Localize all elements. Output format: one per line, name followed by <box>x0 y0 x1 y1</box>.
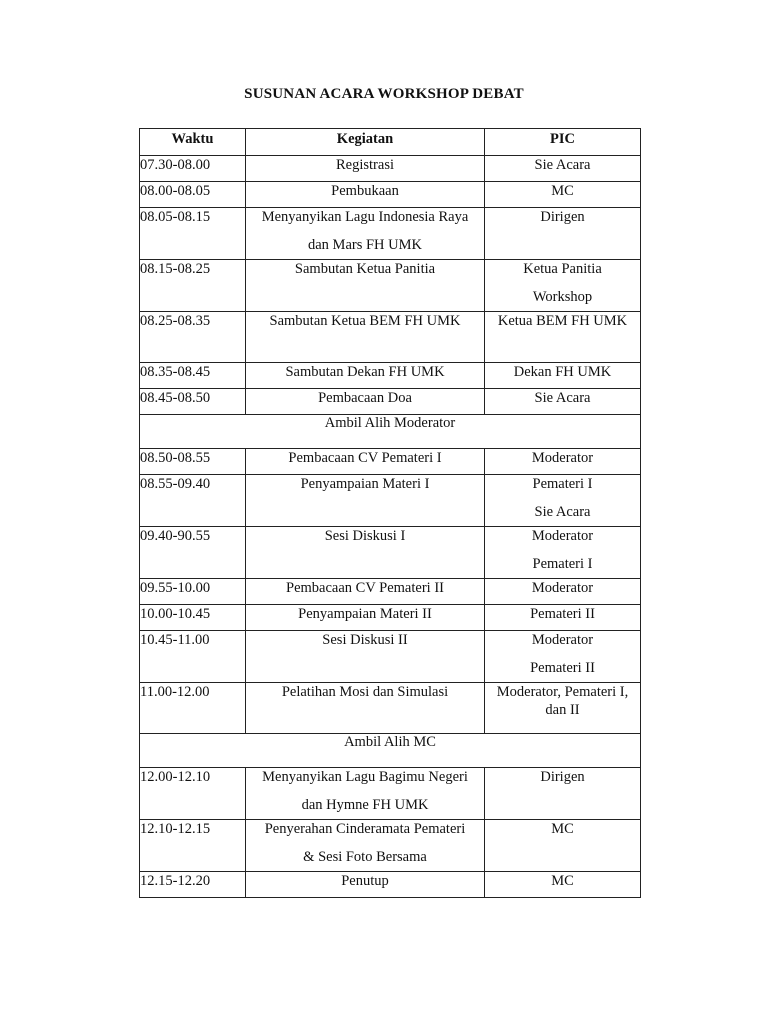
cell-time <box>140 527 246 579</box>
section-label: Ambil Alih Moderator <box>140 415 641 449</box>
schedule-body <box>140 156 641 898</box>
cell-pic <box>485 389 641 415</box>
table-row <box>140 631 641 683</box>
cell-activity-text: Pembacaan Doa <box>318 390 412 406</box>
cell-activity-text: Sesi Diskusi I <box>324 528 406 544</box>
cell-activity-text: Penyampaian Materi II <box>298 606 432 622</box>
cell-time <box>140 768 246 820</box>
cell-time-text: 08.05-08.15 <box>140 209 211 225</box>
cell-time <box>140 260 246 312</box>
cell-time <box>140 182 246 208</box>
page-title: SUSUNAN ACARA WORKSHOP DEBAT <box>244 86 524 102</box>
cell-activity-text: Penyampaian Materi I <box>300 476 430 492</box>
cell-pic-text: MC <box>551 183 574 199</box>
table-row <box>140 208 641 260</box>
cell-time <box>140 631 246 683</box>
cell-time-text: 07.30-08.00 <box>140 157 211 173</box>
schedule-table <box>139 128 641 898</box>
cell-activity-text: Penyerahan Cinderamata Pemateri & Sesi Foto Bersama <box>264 821 466 865</box>
cell-pic-text: Moderator, Pemateri I, dan II <box>496 684 629 718</box>
cell-activity-text: Menyanyikan Lagu Indonesia Raya dan Mars FH UMK <box>261 209 469 253</box>
cell-activity <box>246 475 485 527</box>
cell-activity <box>246 683 485 734</box>
cell-pic <box>485 260 641 312</box>
cell-activity <box>246 768 485 820</box>
cell-time-text: 12.00-12.10 <box>140 769 211 785</box>
table-row <box>140 475 641 527</box>
cell-time-text: 08.50-08.55 <box>140 450 211 466</box>
cell-pic <box>485 527 641 579</box>
cell-activity <box>246 631 485 683</box>
table-row <box>140 260 641 312</box>
cell-time <box>140 579 246 605</box>
cell-pic-text: Dirigen <box>540 209 585 225</box>
cell-pic <box>485 820 641 872</box>
table-row <box>140 768 641 820</box>
table-row <box>140 683 641 734</box>
cell-activity <box>246 872 485 898</box>
table-row <box>140 389 641 415</box>
section-label: Ambil Alih MC <box>140 734 641 768</box>
cell-pic-text: MC <box>551 821 574 837</box>
cell-activity-text: Pembacaan CV Pemateri II <box>286 580 444 596</box>
table-row <box>140 820 641 872</box>
cell-pic-text: Moderator <box>531 450 594 466</box>
header-activity: Kegiatan <box>246 129 485 156</box>
cell-time <box>140 156 246 182</box>
cell-time <box>140 389 246 415</box>
cell-pic-text: Pemateri II <box>530 606 595 622</box>
cell-pic-text: Ketua Panitia Workshop <box>523 261 602 305</box>
header-pic: PIC <box>485 129 641 156</box>
cell-activity <box>246 389 485 415</box>
cell-time <box>140 363 246 389</box>
cell-time <box>140 872 246 898</box>
cell-time <box>140 683 246 734</box>
cell-time-text: 08.55-09.40 <box>140 476 211 492</box>
cell-time-text: 08.25-08.35 <box>140 313 211 329</box>
cell-activity-text: Sambutan Dekan FH UMK <box>285 364 445 380</box>
cell-pic <box>485 631 641 683</box>
cell-time-text: 09.55-10.00 <box>140 580 211 596</box>
cell-time <box>140 208 246 260</box>
cell-time-text: 12.15-12.20 <box>140 873 211 889</box>
cell-pic-text: Moderator Pemateri I <box>531 528 594 572</box>
cell-pic-text: Dirigen <box>540 769 585 785</box>
cell-pic-text: Sie Acara <box>534 157 591 173</box>
cell-time-text: 09.40-90.55 <box>140 528 211 544</box>
cell-time-text: 10.45-11.00 <box>140 632 210 648</box>
cell-pic <box>485 768 641 820</box>
cell-activity <box>246 312 485 363</box>
cell-pic <box>485 475 641 527</box>
table-row <box>140 527 641 579</box>
cell-time-text: 08.45-08.50 <box>140 390 211 406</box>
cell-time <box>140 312 246 363</box>
cell-time-text: 08.35-08.45 <box>140 364 211 380</box>
cell-activity-text: Sesi Diskusi II <box>322 632 408 648</box>
cell-activity <box>246 820 485 872</box>
cell-activity-text: Menyanyikan Lagu Bagimu Negeri dan Hymne FH UMK <box>262 769 468 813</box>
cell-pic <box>485 872 641 898</box>
cell-activity-text: Pembacaan CV Pemateri I <box>288 450 442 466</box>
cell-time-text: 11.00-12.00 <box>140 684 210 700</box>
cell-activity-text: Pembukaan <box>331 183 399 199</box>
cell-pic-text: Moderator Pemateri II <box>530 632 595 676</box>
cell-time <box>140 475 246 527</box>
cell-pic-text: Moderator <box>531 580 594 596</box>
cell-pic <box>485 208 641 260</box>
cell-activity <box>246 527 485 579</box>
cell-time <box>140 449 246 475</box>
cell-pic-text: Pemateri I Sie Acara <box>532 476 593 520</box>
table-row <box>140 872 641 898</box>
cell-activity <box>246 260 485 312</box>
cell-activity-text: Registrasi <box>336 157 394 173</box>
cell-time-text: 08.15-08.25 <box>140 261 211 277</box>
cell-pic-text: Sie Acara <box>534 390 591 406</box>
table-row <box>140 312 641 363</box>
cell-activity-text: Sambutan Ketua Panitia <box>294 261 436 277</box>
cell-activity-text: Penutup <box>341 873 389 889</box>
cell-time-text: 10.00-10.45 <box>140 606 211 622</box>
header-time: Waktu <box>140 129 246 156</box>
cell-time-text: 12.10-12.15 <box>140 821 211 837</box>
cell-pic <box>485 683 641 734</box>
cell-pic-text: MC <box>551 873 574 889</box>
cell-time <box>140 605 246 631</box>
cell-time <box>140 820 246 872</box>
cell-time-text: 08.00-08.05 <box>140 183 211 199</box>
cell-pic <box>485 312 641 363</box>
cell-pic-text: Ketua BEM FH UMK <box>497 313 628 329</box>
cell-activity-text: Pelatihan Mosi dan Simulasi <box>281 684 449 700</box>
cell-pic-text: Dekan FH UMK <box>513 364 612 380</box>
cell-activity <box>246 208 485 260</box>
cell-activity-text: Sambutan Ketua BEM FH UMK <box>269 313 461 329</box>
